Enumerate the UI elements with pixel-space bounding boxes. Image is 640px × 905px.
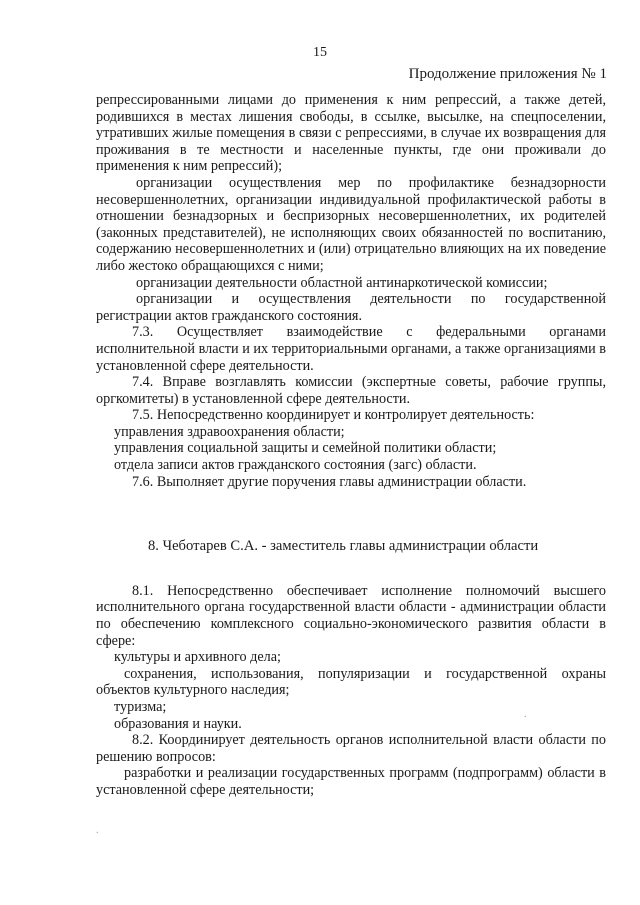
- list-item: управления социальной защиты и семейной политики области;: [114, 440, 497, 457]
- document-body: [96, 92, 606, 799]
- paragraph: 7.5. Непосредственно координирует и контролирует деятельность:: [132, 407, 535, 424]
- paragraph: разработки и реализации государственных программ (подпрограмм) области в установленной сфере деятельности;: [96, 765, 606, 798]
- list-item: отдела записи актов гражданского состояния (загс) области.: [114, 457, 477, 474]
- list-item: культуры и архивного дела;: [114, 649, 281, 666]
- paragraph: организации и осуществления деятельности по государственной регистрации актов гражданского состояния.: [96, 291, 606, 324]
- page-number: 15: [313, 45, 327, 60]
- paragraph: 8.2. Координирует деятельность органов исполнительной власти области по решению вопросов:: [96, 732, 606, 765]
- scan-mark: .: [524, 709, 527, 720]
- list-item: туризма;: [114, 699, 167, 715]
- section-heading: 8. Чеботарев С.А. - заместитель главы администрации области: [148, 538, 539, 555]
- appendix-label: Продолжение приложения № 1: [408, 66, 607, 82]
- list-item: сохранения, использования, популяризации и государственной охраны объектов культурного наследия;: [96, 665, 606, 699]
- scan-mark: .: [96, 825, 99, 836]
- paragraph: 8.1. Непосредственно обеспечивает исполнение полномочий высшего исполнительного органа государственной власти области - администрации области по обеспечению комплексного социально-экономического развития области в сфере:: [96, 582, 606, 649]
- paragraph: 7.3. Осуществляет взаимодействие с федеральными органами исполнительной власти и их территориальными органами, а также организациями в установленной сфере деятельности.: [96, 324, 606, 374]
- paragraph: 7.6. Выполняет другие поручения главы администрации области.: [132, 473, 527, 490]
- paragraph: 7.4. Вправе возглавлять комиссии (экспертные советы, рабочие группы, оргкомитеты) в установленной сфере деятельности.: [96, 374, 606, 407]
- paragraph: организации осуществления мер по профилактике безнадзорности несовершеннолетних, организации индивидуальной профилактической работы в отношении безнадзорных и беспризорных несовершеннолетних, их родителей (законных представителей), не исполняющих своих обязанностей по воспитанию, содержанию несовершеннолетних и (или) отрицательно влияющих на их поведение либо жестоко обращающихся с ними;: [96, 174, 606, 274]
- list-item: управления здравоохранения области;: [114, 423, 345, 440]
- paragraph: организации деятельности областной антинаркотической комиссии;: [136, 274, 548, 291]
- list-item: образования и науки.: [114, 715, 242, 732]
- paragraph: репрессированными лицами до применения к ним репрессий, а также детей, родившихся в местах лишения свободы, в ссылке, высылке, на спецпоселении, утративших жилые помещения в связи с репрессиями, в случае их возвращения для проживания в те местности и населенные пункты, где они проживали до применения к ним репрессий);: [96, 92, 606, 175]
